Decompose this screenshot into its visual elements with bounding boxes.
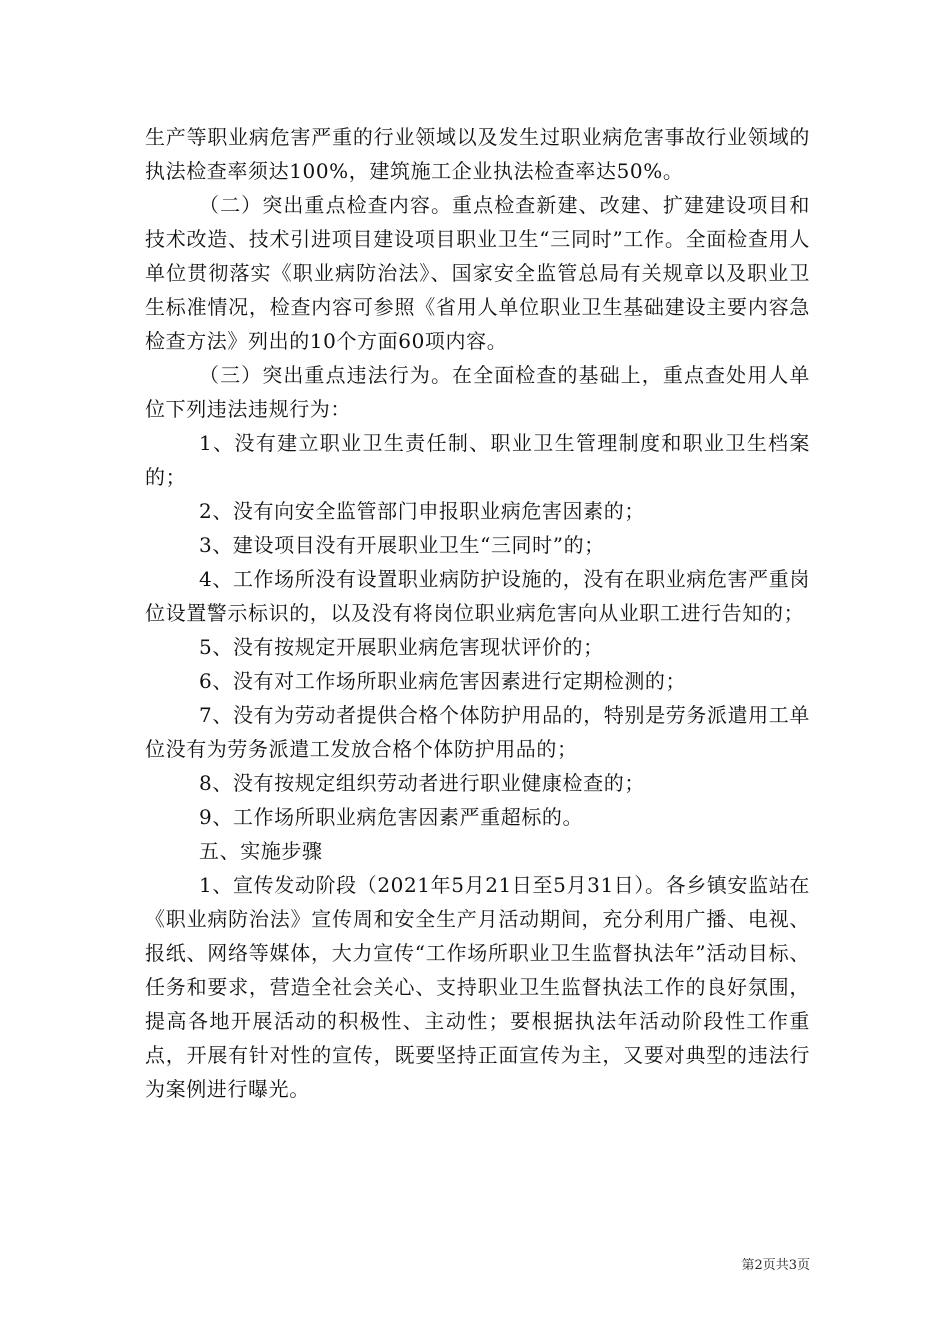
paragraph-key-violations: （三）突出重点违法行为。在全面检查的基础上，重点查处用人单位下列违法违规行为： — [145, 363, 810, 421]
paragraph-key-inspection-content: （二）突出重点检查内容。重点检查新建、改建、扩建建设项目和技术改造、技术引进项目建设项目职业卫生“三同时”工作。全面检查用人单位贯彻落实《职业病防治法》、国家安全监管总局有关规章以及职业卫生标准情况，检查内容可参照《省用人单位职业卫生基础建设主要内容急检查方法》列出的10个方面60项内容。 — [145, 193, 810, 353]
section-heading-implementation-steps: 五、实施步骤 — [199, 839, 323, 863]
list-item-violation-3: 3、建设项目没有开展职业卫生“三同时”的； — [199, 533, 605, 557]
list-item-violation-2: 2、没有向安全监管部门申报职业病危害因素的； — [199, 499, 645, 523]
list-item-violation-1: 1、没有建立职业卫生责任制、职业卫生管理制度和职业卫生档案的； — [145, 431, 810, 489]
page-number-footer: 第2页共3页 — [741, 1258, 810, 1273]
list-item-violation-7: 7、没有为劳动者提供合格个体防护用品的，特别是劳务派遣用工单位没有为劳务派遣工发放合格个体防护用品的； — [145, 703, 810, 761]
paragraph-continuation: 生产等职业病危害严重的行业领域以及发生过职业病危害事故行业领域的执法检查率须达100%，建筑施工企业执法检查率达50%。 — [145, 125, 810, 183]
list-item-violation-8: 8、没有按规定组织劳动者进行职业健康检查的； — [199, 771, 645, 795]
document-body — [145, 120, 810, 1106]
list-item-violation-6: 6、没有对工作场所职业病危害因素进行定期检测的； — [199, 669, 687, 693]
list-item-violation-9: 9、工作场所职业病危害因素严重超标的。 — [199, 805, 584, 829]
paragraph-publicity-stage: 1、宣传发动阶段（2021年5月21日至5月31日）。各乡镇安监站在《职业病防治法》宣传周和安全生产月活动期间，充分利用广播、电视、报纸、网络等媒体，大力宣传“工作场所职业卫生监督执法年”活动目标、任务和要求，营造全社会关心、支持职业卫生监督执法工作的良好氛围，提高各地开展活动的积极性、主动性；要根据执法年活动阶段性工作重点，开展有针对性的宣传，既要坚持正面宣传为主，又要对典型的违法行为案例进行曝光。 — [145, 873, 810, 1101]
list-item-violation-4: 4、工作场所没有设置职业病防护设施的，没有在职业病危害严重岗位设置警示标识的，以及没有将岗位职业病危害向从业职工进行告知的； — [145, 567, 810, 625]
list-item-violation-5: 5、没有按规定开展职业病危害现状评价的； — [199, 635, 604, 659]
